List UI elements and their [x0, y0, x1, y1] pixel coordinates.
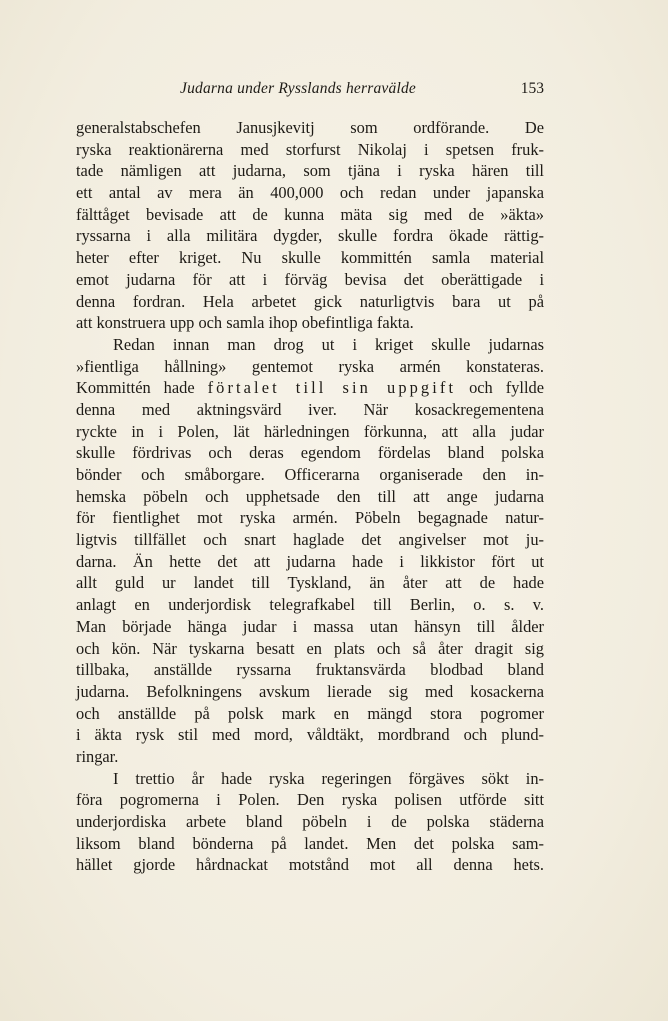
text-line: ryckte in i Polen, lät härledningen förkunna, att alla judar	[76, 421, 544, 441]
text-line: och anställde på polsk mark en mängd stora pogromer	[76, 703, 544, 723]
text-line: för fientlighet mot ryska armén. Pöbeln begagnade natur-	[76, 508, 544, 528]
text-line: och kön. När tyskarna besatt en plats och så åter dragit sig	[76, 638, 544, 658]
text-line: ett antal av mera än 400,000 och redan under japanska	[76, 183, 544, 203]
running-head	[76, 80, 544, 102]
text-line: denna fordran. Hela arbetet gick naturligtvis bara ut på	[76, 291, 544, 311]
text-line: fälttåget bevisade att de kunna mäta sig med de »äkta»	[76, 204, 544, 224]
text-line: föra pogromerna i Polen. Den ryska polisen utförde sitt	[76, 790, 544, 810]
text-line: darna. Än hette det att judarna hade i likkistor fört ut	[76, 551, 544, 571]
text-line: judarna. Befolkningens avskum lierade sig med kosackerna	[76, 681, 544, 701]
text-line: skulle fördrivas och deras egendom fördelas bland polska	[76, 443, 544, 463]
text-line: emot judarna för att i förväg bevisa det oberättigade i	[76, 269, 544, 289]
text-line: denna med aktningsvärd iver. När kosackregementena	[76, 399, 544, 419]
text-line: hemska pöbeln och upphetsade den till att ange judarna	[76, 486, 544, 506]
text-line: tade nämligen att judarna, som tjäna i ryska hären till	[76, 161, 544, 181]
text-line: generalstabschefen Janusjkevitj som ordförande. De	[76, 118, 544, 137]
text-line: liksom bland bönderna på landet. Men det polska sam-	[76, 833, 544, 853]
text-line: ryssarna i alla militära dygder, skulle fordra ökade rättig-	[76, 226, 544, 246]
text-line: ringar.	[76, 746, 119, 766]
text-line: underjordiska arbete bland pöbeln i de polska städerna	[76, 812, 544, 831]
text-segment: och fyllde	[456, 378, 544, 398]
running-title: Judarna under Rysslands herravälde	[180, 80, 416, 97]
text-line: ligtvis tillfället och snart haglade det angivelser mot ju-	[76, 530, 544, 550]
text-line: Redan innan man drog ut i kriget skulle judarnas	[113, 334, 544, 354]
emphasized-text: förtalet till sin uppgift	[207, 378, 457, 398]
page-number: 153	[520, 80, 544, 97]
body-text	[76, 117, 544, 876]
text-line: i äkta rysk stil med mord, våldtäkt, mordbrand och plund-	[76, 725, 544, 745]
text-line: anlagt en underjordisk telegrafkabel till Berlin, o. s. v.	[76, 595, 544, 615]
text-line: hället gjorde hårdnackat motstånd mot all denna hets.	[76, 855, 544, 875]
text-line: ryska reaktionärerna med storfurst Nikolaj i spetsen fruk-	[76, 139, 544, 159]
text-line: I trettio år hade ryska regeringen förgäves sökt in-	[113, 768, 544, 788]
text-line: bönder och småborgare. Officerarna organiserade den in-	[76, 465, 544, 484]
text-line-spaced	[76, 377, 544, 399]
text-line: tillbaka, anställde ryssarna fruktansvärda blodbad bland	[76, 660, 544, 680]
text-line: Man började hänga judar i massa utan hänsyn till ålder	[76, 616, 544, 636]
text-line: »fientliga hållning» gentemot ryska armén konstateras.	[76, 356, 544, 376]
text-segment: Kommittén hade	[76, 378, 208, 398]
text-line: heter efter kriget. Nu skulle kommittén samla material	[76, 248, 544, 268]
text-line: allt guld ur landet till Tyskland, än åter att de hade	[76, 573, 544, 593]
text-line: att konstruera upp och samla ihop obefintliga fakta.	[76, 313, 414, 333]
